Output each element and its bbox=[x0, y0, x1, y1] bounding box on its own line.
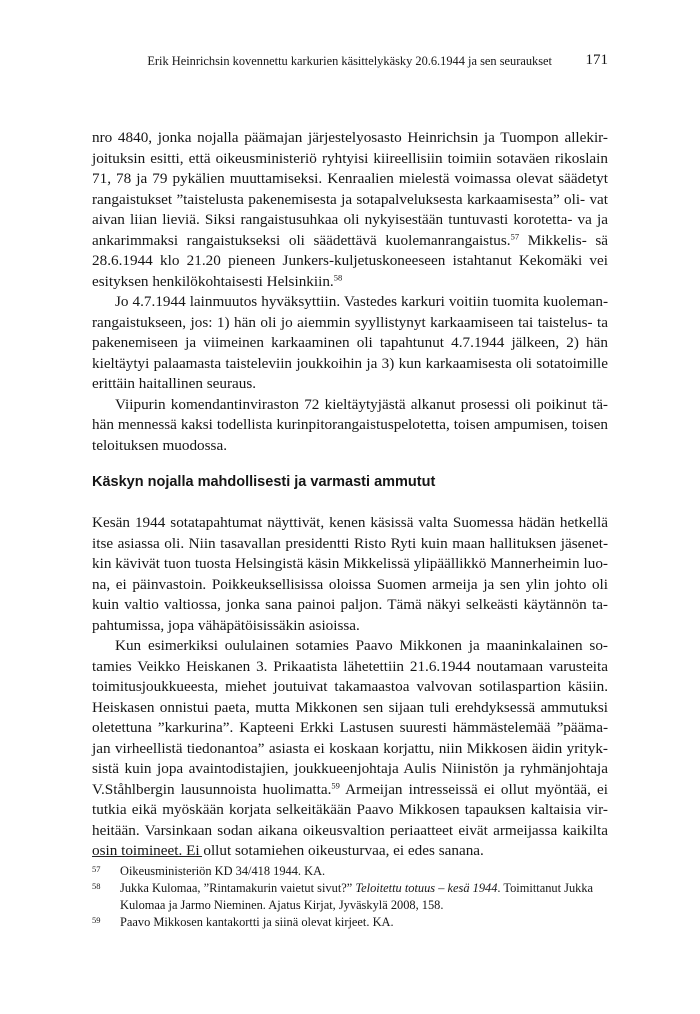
footnote-divider bbox=[92, 856, 202, 857]
text-line: erittäin haitallinen seuraus. bbox=[92, 375, 257, 392]
text-line: Jo 4.7.1944 lainmuutos hyväksyttiin. Vastedes karkuri voitiin tuomita kuoleman- bbox=[115, 293, 608, 310]
text-line: esityksen henkilökohtaisesti Helsinkiin. bbox=[92, 272, 334, 290]
section-heading: Käskyn nojalla mahdollisesti ja varmasti ammutut bbox=[92, 474, 436, 490]
footnote-reference[interactable]: 58 bbox=[333, 272, 343, 283]
text-line: heitään. Varsinkaan sodan aikana oikeusvaltion periaatteet eivät armeijassa kaikilta bbox=[92, 821, 608, 839]
footnotes bbox=[92, 863, 608, 931]
text-line: vat aivan liian lieviä. Siksi rangaistusuhkaa oli nykyisestään tuntuvasti korotetta- bbox=[92, 190, 608, 228]
footnote bbox=[92, 914, 608, 931]
text-line: Kesän 1944 sotatapahtumat näyttivät, kenen käsissä valta Suomessa hädän hetkellä bbox=[92, 514, 608, 531]
text-line: kieltäytyi palaamasta taisteleviin joukkoihin ja 3) kun karkaamisesta oli sotatoimille bbox=[92, 354, 608, 372]
text-line: 71, 78 ja 79 pykälien muuttamiseksi. Kenraalien mielestä voimassa olevat säädetyt bbox=[92, 170, 608, 187]
text-line: sä 28.6.1944 klo 21.20 pieneen Junkers-kuljetuskoneeseen istahtanut Kekomäki vei bbox=[92, 231, 608, 269]
footnote bbox=[92, 863, 608, 880]
text-line: Viipurin komendantinviraston 72 kieltäytyjästä alkanut prosessi oli poikinut tä- bbox=[115, 395, 608, 413]
text-line: rangaistukseen, jos: 1) hän oli jo aiemmin syyllistynyt karkaamiseen tai taistelus- bbox=[92, 313, 593, 331]
text-line: toimitusjoukkueesta, miehet joutuivat takamaastoa valvovan sotilaspartion käsiin. bbox=[92, 678, 608, 695]
text-line: nro 4840, jonka nojalla päämajan järjestelyosasto Heinrichsin ja Tuompon allekir- bbox=[92, 129, 608, 146]
text-line: hän mennessä kaksi todellista kurinpitorangaistuspelotetta, toisen ampumisen, toisen bbox=[92, 416, 608, 433]
footnote-reference[interactable]: 59 bbox=[331, 780, 340, 791]
text-line: osin toimineet. Ei ollut sotamiehen oikeusturvaa, ei edes sanana. bbox=[92, 842, 484, 859]
running-head bbox=[92, 52, 608, 72]
footnote-text: Paavo Mikkosen kantakortti ja siinä olevat kirjeet. KA. bbox=[120, 915, 394, 929]
text-line: pahtumissa, jopa vähäpätöisissäkin asioissa. bbox=[92, 616, 360, 634]
text-line: teloituksen muodossa. bbox=[92, 436, 227, 454]
citation-text: . Toimittanut Jukka Kulomaa ja Jarmo Nieminen. Ajatus Kirjat, Jyväskylä 2008, 158. bbox=[120, 881, 594, 912]
paragraph bbox=[92, 395, 608, 457]
text-line: itse asiassa oli. Niin tasavallan presidentti Risto Ryti kuin maan hallituksen jäsenet- bbox=[92, 534, 608, 552]
text-line: kuin valtio valtiossa, jonka sana painoi paljon. Tämä näkyi selkeästi käytännön ta- bbox=[92, 596, 608, 613]
text-line: rangaistukset ”taistelusta pakenemisesta ja sotapalveluksesta karkaamisesta” oli- bbox=[92, 190, 586, 208]
citation-text: Jukka Kulomaa, ”Rintamakurin vaietut sivut?” bbox=[120, 881, 356, 895]
footnote-text: Oikeusministeriön KD 34/418 1944. KA. bbox=[120, 864, 326, 878]
text-line: tamies Veikko Heiskanen 3. Prikaatista lähetettiin 21.6.1944 noutamaan varusteita bbox=[92, 657, 608, 675]
page-number: 171 bbox=[585, 52, 608, 68]
paragraph bbox=[92, 128, 608, 292]
text-line: Armeijan intresseissä ei ollut myöntää, ei bbox=[339, 780, 608, 798]
paragraph bbox=[92, 636, 608, 862]
text-line: jan virheellistä tiedonantoa” asiasta ei koskaan korjattu, niin Mikkosen äidin yrityk- bbox=[92, 739, 608, 757]
body-text-before-heading bbox=[92, 128, 608, 456]
text-line: oletettuna ”karkurina”. Kapteeni Erkki Lastusen suuresti hämmästelemää ”päämа- bbox=[92, 719, 608, 736]
text-line: va ja ankarimmaksi rangaistukseksi oli säädettävä kuolemanrangaistus. bbox=[92, 211, 609, 249]
text-line: tutkia eikä myöskään korjata selkeitäkään Paavo Mikkosen tapauksen kaltaisia vir- bbox=[92, 801, 608, 818]
footnote-text bbox=[120, 881, 593, 912]
footnote-reference[interactable]: 57 bbox=[510, 231, 520, 242]
text-line: ta pakenemiseen ja viimeinen karkaaminen oli tapahtunut 4.7.1944 jälkeen, 2) hän bbox=[92, 313, 608, 351]
footnote-number: 58 bbox=[92, 881, 101, 891]
text-line: Mikkelis- bbox=[519, 231, 587, 249]
paragraph bbox=[92, 513, 608, 636]
footnote-number: 59 bbox=[92, 915, 101, 925]
paragraph bbox=[92, 292, 608, 395]
text-line: Heiskasen onnistui paeta, mutta Mikkonen sen sijaan tuli erehdyksessä ammutuksi bbox=[92, 698, 608, 716]
text-line: V.Ståhlbergin lausunnoista huolimatta. bbox=[92, 780, 332, 798]
text-line: sistä kuin jopa avaintodistajien, joukkueenjohtaja Aulis Niinistön ja ryhmänjohtaja bbox=[92, 760, 608, 777]
body-text-after-heading bbox=[92, 513, 608, 862]
footnote-number: 57 bbox=[92, 864, 101, 874]
running-title: Erik Heinrichsin kovennettu karkurien käsittelykäsky 20.6.1944 ja sen seuraukset bbox=[147, 54, 552, 68]
book-title: Teloitettu totuus – kesä 1944 bbox=[355, 881, 498, 895]
text-line: na, ei päinvastoin. Poikkeuksellisissa oloissa Suomen armeija ja sen ylin johto oli bbox=[92, 575, 608, 593]
text-line: kin kävivät tuon tuosta Helsingistä käsin Mikkelissä ylipäällikkö Mannerheimin luo- bbox=[92, 555, 608, 572]
footnote bbox=[92, 880, 608, 914]
text-line: Kun esimerkiksi oululainen sotamies Paavo Mikkonen ja maaninkalainen so- bbox=[115, 637, 608, 654]
text-line: joituksin esitti, että oikeusministeriö ryhtyisi kiireellisiin toimiin sotaväen rikoslain bbox=[92, 149, 608, 167]
